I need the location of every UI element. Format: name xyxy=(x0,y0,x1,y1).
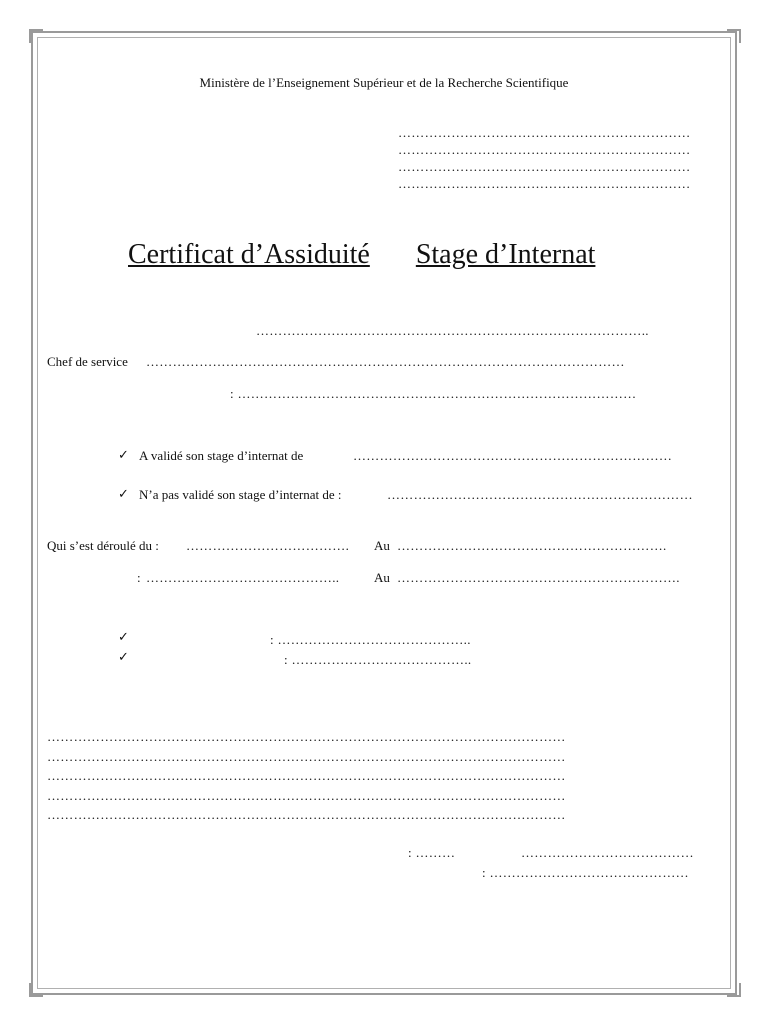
ministry-heading: Ministère de l’Enseignement Supérieur et de la Recherche Scientifique xyxy=(199,75,569,90)
observation-line-3: ……………………………………………………………………………………………………… xyxy=(47,768,566,783)
observation-line-1: ……………………………………………………………………………………………………… xyxy=(47,729,566,744)
name-line-dots: …………………………………………………………………………….. xyxy=(256,323,649,338)
signature-date: : ……… xyxy=(408,845,456,860)
period-to-dots: ……………………………………………………. xyxy=(397,538,667,553)
period-label: Qui s’est déroulé du : xyxy=(47,538,159,553)
corner-ornament-bottom-left xyxy=(29,983,43,997)
field-line-3-dots: : ……………………………………………………………………………… xyxy=(230,386,637,401)
chef-service-dots: ……………………………………………………………………………………………… xyxy=(146,354,625,369)
period2-to-dots: ………………………………………………………. xyxy=(397,570,680,585)
observation-line-5: ……………………………………………………………………………………………………… xyxy=(47,807,566,822)
title-part-1: Certificat d’Assiduité xyxy=(128,239,370,270)
period2-au-label: Au xyxy=(374,570,390,585)
chef-service-label: Chef de service xyxy=(47,354,128,369)
check-icon: ✓ xyxy=(118,486,129,501)
address-line-3: ………………………………………………………… xyxy=(398,159,691,174)
signature-dots-2: : ……………………………………… xyxy=(482,865,689,880)
address-line-4: ………………………………………………………… xyxy=(398,176,691,191)
check-item-1-dots: : …………………………………….. xyxy=(270,632,471,647)
corner-ornament-top-right xyxy=(727,29,741,43)
address-line-2: ………………………………………………………… xyxy=(398,142,691,157)
period-au-label: Au xyxy=(374,538,390,553)
not-validated-label: N’a pas validé son stage d’internat de : xyxy=(139,487,342,502)
period2-from-dots: …………………………………….. xyxy=(146,570,340,585)
signature-dots-1: ………………………………… xyxy=(521,845,694,860)
period-from-dots: ………………………………. xyxy=(186,538,350,553)
observation-line-2: ……………………………………………………………………………………………………… xyxy=(47,749,566,764)
check-icon: ✓ xyxy=(118,629,129,644)
validated-label: A validé son stage d’internat de xyxy=(139,448,304,463)
check-icon: ✓ xyxy=(118,649,129,664)
document-title xyxy=(128,238,641,272)
corner-ornament-top-left xyxy=(29,29,43,43)
observation-line-4: ……………………………………………………………………………………………………… xyxy=(47,788,566,803)
period2-prefix: : xyxy=(137,570,141,585)
address-line-1: ………………………………………………………… xyxy=(398,125,691,140)
check-item-2-dots: : ………………………………….. xyxy=(284,652,472,667)
title-part-2: Stage d’Internat xyxy=(415,239,596,270)
not-validated-dots: …………………………………………………………… xyxy=(387,487,693,502)
corner-ornament-bottom-right xyxy=(727,983,741,997)
validated-dots: ……………………………………………………………… xyxy=(353,448,673,463)
check-icon: ✓ xyxy=(118,447,129,462)
